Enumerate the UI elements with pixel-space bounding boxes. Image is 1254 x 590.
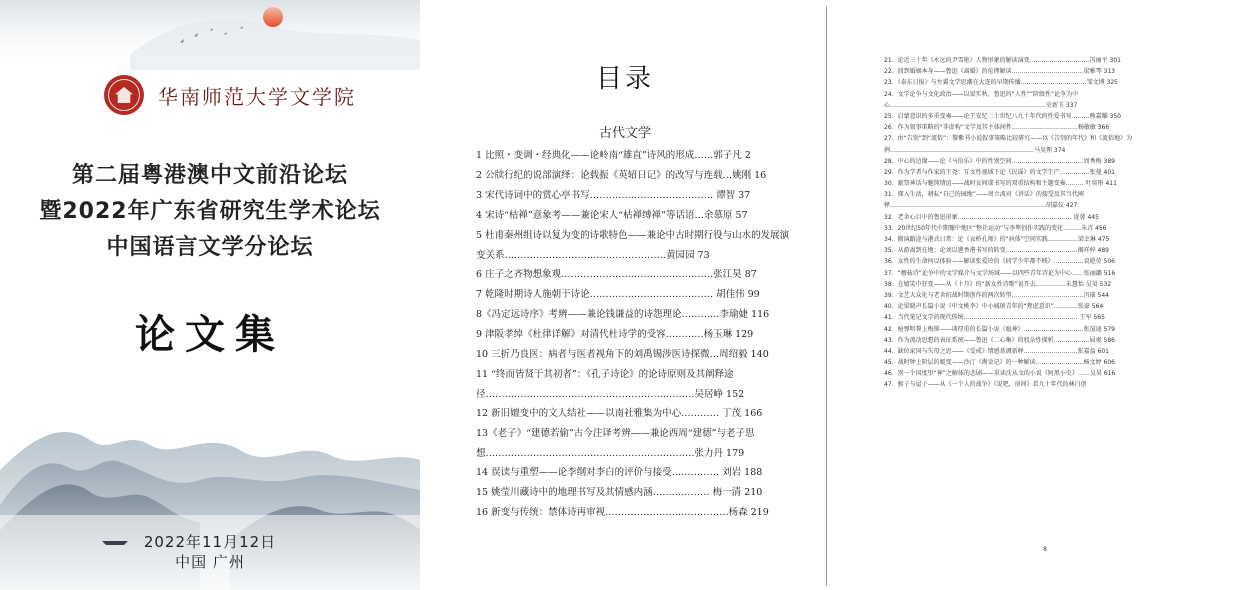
cover-page — [0, 0, 420, 590]
toc-heading: 目录 — [595, 64, 654, 94]
toc-entry[interactable]: 26．作为叙事策略的“非虚构”文学及其主体间性……………………………杨敏敏 366 — [884, 124, 1110, 132]
toc-entry[interactable]: 29．作为学者与作家的王尧：互文性视域下论《民谣》的文学生产……………张曼 401 — [884, 168, 1115, 176]
toc-entry[interactable]: 14 误读与重塑——论李纲对李白的评价与接受…………… 刘岩 188 — [476, 467, 763, 478]
toc-entry[interactable]: 40．论梁晓声长篇小说《中文桃李》中小城镇青年的“焦虑意识”…………张豪 564 — [884, 303, 1104, 311]
toc-entry[interactable]: 44．缺位家国与失母之思——《受戒》情感基调新释………………………张嘉益 601 — [884, 347, 1109, 355]
toc-entry[interactable]: 28．中心的边缘——论《马伯乐》中的性别空间………………………………周秀梅 389 — [884, 157, 1115, 165]
toc-entry[interactable]: 37．“蘑菇诗”论争中的文学媒介与文学场域——以四些青年诗论为中心……张丽璐 516 — [884, 269, 1116, 277]
toc-entry[interactable]: 3 宋代诗词中的赏心亭书写………………………………… 谭智 37 — [476, 190, 751, 201]
page-divider — [826, 6, 827, 586]
page-number: 8 — [1043, 546, 1047, 553]
toc-entry[interactable]: 30．献祭神话与魅钝情谊——战时女间谍书写的双重结构和主题变奏……… 叶奕彤 411 — [884, 180, 1117, 188]
school-logo-row — [104, 75, 356, 115]
forum-title-line3: 中国语言文学分论坛 — [106, 235, 314, 260]
toc-entry[interactable]: 32．老舍心目中的鲁迅形象………………………………………………… 庞蓉 445 — [884, 213, 1099, 221]
toc-entry[interactable]: 41．当代笔记文学的现代传统………………………………………………… 王军 565 — [884, 314, 1105, 322]
toc-entry[interactable]: 33．20世纪50年代中期豫中地区“整社运动”与李準创作实践的变化………朱青 456 — [884, 224, 1107, 232]
toc-entry[interactable]: 45．战时钟上阶层的暧变——沙汀《淘金记》的一种解读……………………杨文婷 606 — [884, 359, 1115, 367]
toc-entry[interactable]: 23．《泰东日报》与左翼文学思潮在大连的早期传播……………………………邹文博 325 — [884, 79, 1118, 87]
toc-entry[interactable]: 43．作为流动思想的表征系统——鲁迅《二心集》的驳杂性探析………………屈爽 586 — [884, 336, 1115, 344]
toc-entry[interactable]: 5 杜甫秦州组诗以复为变的诗歌特色——兼论中古时期行役与山水的发展演变关系……………………………………………黄园园 73 — [476, 230, 790, 261]
toc-entry[interactable]: 16 新变与传统：禁体诗再审视…………………………………杨森 219 — [476, 507, 769, 518]
toc-entry[interactable]: 39．文艺大众化与老舍抗战时期创作的两次转型………………………………冯瑶 544 — [884, 291, 1109, 299]
forum-title-line2: 暨2022年广东省研究生学术论坛 — [39, 199, 381, 224]
toc-entry[interactable]: 2 公牍行纪的说部演绎：论载振《英轺日记》的改写与连载…姚刚 16 — [476, 170, 767, 181]
toc-list-continued — [884, 55, 1218, 391]
toc-entry[interactable]: 21．论近三十年《永远的尹雪艳》人物形象的解读演变…………………………冯丽平 301 — [884, 57, 1121, 64]
toc-entry[interactable]: 6 庄子之齐物想象观…………………………………………张江昊 87 — [476, 269, 757, 280]
collection-title: 论文集 — [135, 311, 285, 358]
toc-section-title: 古代文学 — [598, 126, 651, 141]
toc-entry[interactable]: 34．搬演路途与港式日常：论《哀桥孔师》的“病体”空间实践……………梁幸琳 475 — [884, 236, 1110, 244]
toc-entry[interactable]: 25．启蒙意识的多重变奏——论王安忆二十世纪八九十年代的性爱书写………熊嘉耀 350 — [884, 112, 1121, 120]
toc-entry[interactable]: 1 比照・变调・经典化——论岭南“雄直”诗风的形成……郭子凡 2 — [476, 150, 751, 161]
toc-entry[interactable]: 8《冯定远诗序》考辨——兼论钱谦益的诗怨理论…………李瑜婕 116 — [476, 309, 770, 320]
sun-icon — [263, 7, 283, 27]
toc-entry[interactable]: 35．从游离到在地：论刘以鬯香港书写的转变………………………………揭祥梓 489 — [884, 247, 1109, 255]
toc-entry[interactable]: 7 乾隆时期诗人施朝干诗论………………………………… 胡佳伟 99 — [476, 289, 760, 300]
toc-entry[interactable]: 31．探入生活，耕耘“自己的园地”——周立波对《讲话》的接受及其当代阐释……………………………………………………………………胡嘉仪 427 — [884, 191, 1084, 210]
school-seal-icon — [104, 75, 144, 115]
toc-entry[interactable]: 47．猴子与屋子——从《一个人的战争》《说吧，房间》看九十年代的林白创 — [884, 381, 1087, 389]
toc-page-2 — [836, 0, 1254, 590]
toc-entry[interactable]: 42．枪弹明誓上梅锁——谈厚重的长篇小说《瘟神》…………………………张渲迪 579 — [884, 325, 1115, 333]
toc-entry[interactable]: 11 “终而皆贤于其初者”：《孔子诗论》的论诗原则及其阐释途径…………………………………………………………吴居峥 152 — [476, 369, 745, 400]
cover-place: 中国 广州 — [175, 553, 245, 571]
toc-entry[interactable]: 12 新旧嬗变中的文人结社——以南社雅集为中心………… 丁茂 166 — [476, 408, 763, 419]
forum-title-line1: 第二届粤港澳中文前沿论坛 — [71, 163, 348, 188]
school-name: 华南师范大学文学院 — [158, 84, 356, 109]
toc-page-1 — [430, 0, 820, 590]
cover-date: 2022年11月12日 — [143, 533, 277, 551]
toc-entry[interactable]: 13《老子》“建德若偷”古今注译考辨——兼论西周“建德”与老子思想…………………………………………………………张力丹 179 — [476, 428, 755, 459]
toc-entry[interactable]: 38．在嬉笑中狂变——从《十月》的“新女性诗歌”说开去……………朱慧怡 吴昊 532 — [884, 280, 1112, 288]
toc-entry[interactable]: 46．别一个国度里“神”之解体的悲剧——重读沈从文的小说《阿黑小史》……吴昊 616 — [884, 370, 1116, 378]
toc-entry[interactable]: 24．文学论争与文化政治——以梁实秋、鲁迅的“人性”“阶级性”论争为中心……………………………………………………………………史新玉 337 — [884, 90, 1079, 109]
toc-entry[interactable]: 9 津阪孝绰《杜律详解》对清代杜诗学的受容…………杨玉琳 129 — [476, 329, 754, 340]
toc-entry[interactable]: 22．回到婚姻本身——鲁迅《离婚》的伦理解读………………………………梁雅琴 313 — [884, 68, 1115, 76]
toc-entry[interactable]: 15 姚莹川藏诗中的地理书写及其情感内涵……………… 梅一清 210 — [476, 487, 763, 498]
toc-list — [476, 146, 796, 523]
toc-entry[interactable]: 10 三折乃良医：病者与医者视角下的刘禹锡涉医诗探微…周绍毅 140 — [476, 349, 769, 360]
toc-entry[interactable]: 36．女性的生命何以体验——解读张爱玲的《同学少年都不贱》……………袁皑荧 506 — [884, 258, 1115, 266]
toc-entry[interactable]: 27．由“告别”到“流俗”：黎紫书小说叙事策略比较研究——以《告别的年代》和《流俗地》为例………………………………………………………………马昊俚 374 — [884, 135, 1133, 154]
toc-entry[interactable]: 4 宋诗“枯禅”意象考——兼论宋人“枯禅缚禅”等话语…余慕原 57 — [476, 210, 748, 221]
